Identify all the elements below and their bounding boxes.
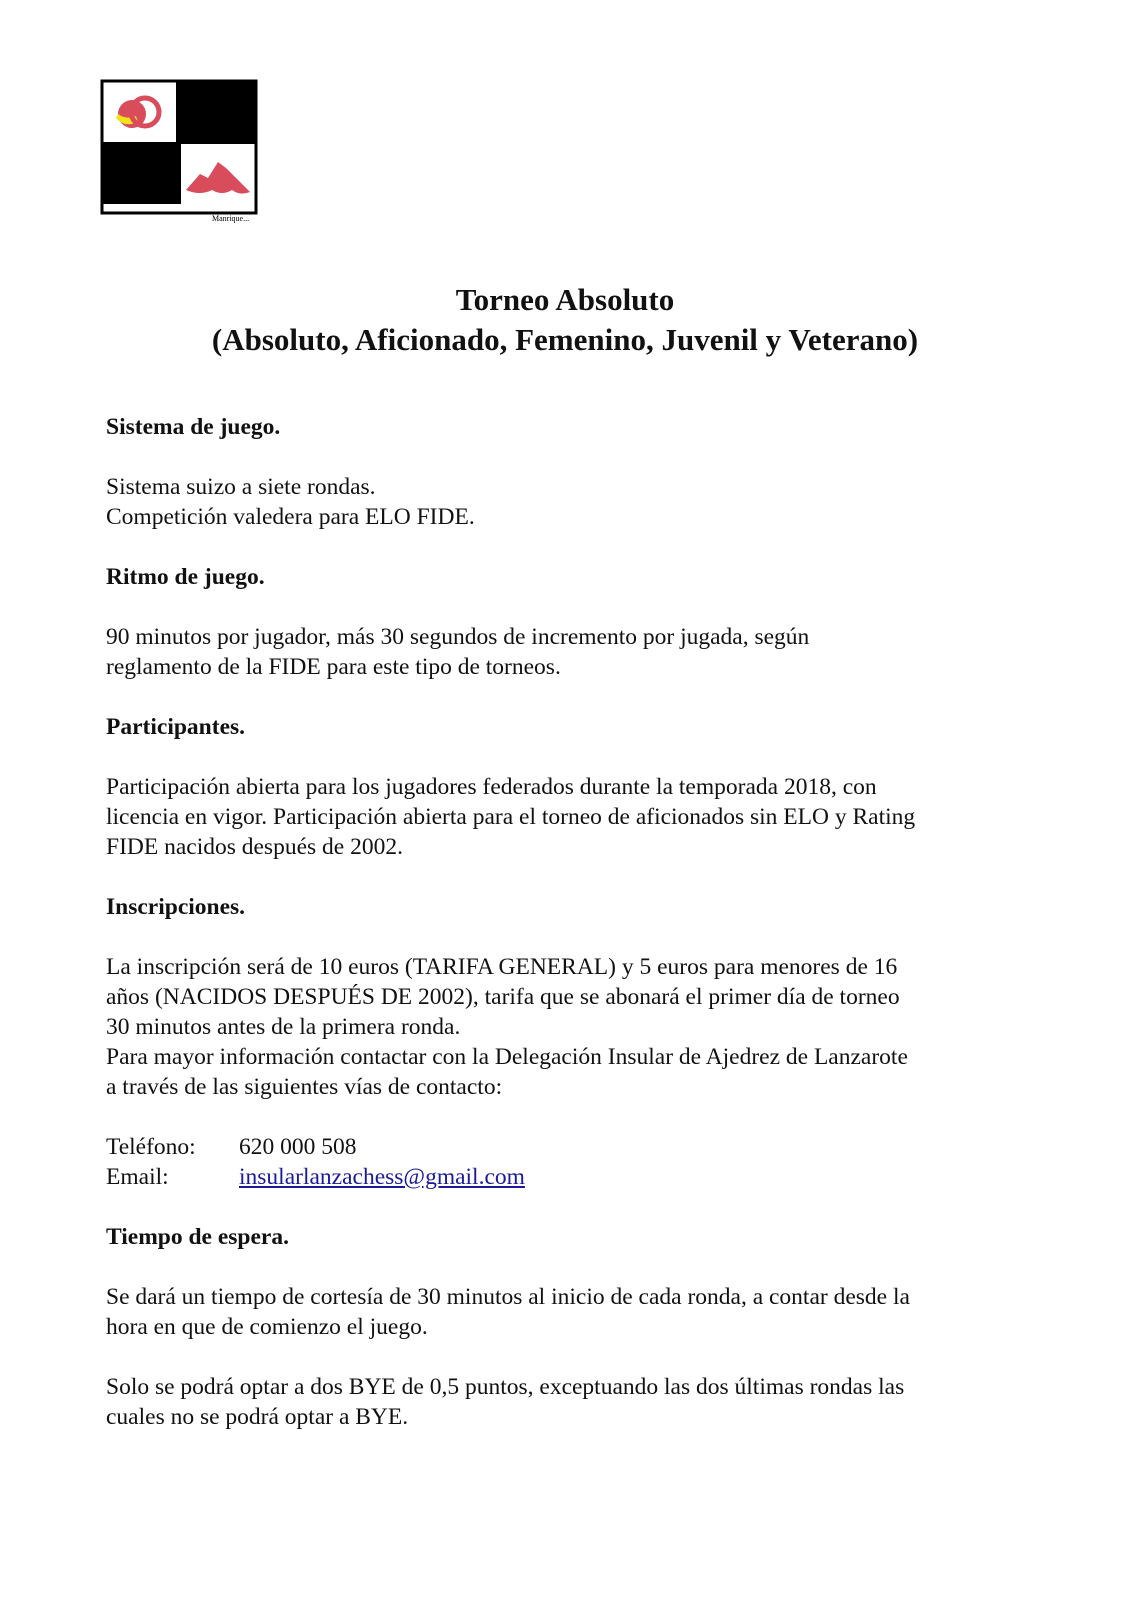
section-tiempo-espera: [106, 1222, 1026, 1432]
section-heading: Inscripciones.: [106, 894, 246, 920]
text-line: Solo se podrá optar a dos BYE de 0,5 puntos, exceptuando las dos últimas rondas las: [106, 1374, 905, 1400]
text-line: hora en que de comienzo el juego.: [106, 1314, 428, 1340]
document-body: [106, 412, 1026, 1432]
section-heading: Sistema de juego.: [106, 414, 281, 440]
section-heading: Tiempo de espera.: [106, 1224, 289, 1250]
phone-value: 620 000 508: [239, 1134, 357, 1160]
chess-club-logo: [100, 78, 260, 228]
text-line: cuales no se podrá optar a BYE.: [106, 1404, 409, 1430]
email-label: Email:: [106, 1164, 169, 1190]
email-link[interactable]: insularlanzachess@gmail.com: [239, 1164, 525, 1190]
document-title: [0, 280, 1130, 360]
phone-label: Teléfono:: [106, 1134, 196, 1160]
section-ritmo: [106, 562, 1026, 682]
logo-signature: Manrique...: [212, 214, 250, 223]
section-heading: Ritmo de juego.: [106, 564, 265, 590]
text-line: licencia en vigor. Participación abierta para el torneo de aficionados sin ELO y Rating: [106, 804, 916, 830]
text-line: reglamento de la FIDE para este tipo de torneos.: [106, 654, 561, 680]
contact-phone-row: [106, 1132, 1026, 1162]
text-line: Sistema suizo a siete rondas.: [106, 474, 376, 500]
text-line: Para mayor información contactar con la Delegación Insular de Ajedrez de Lanzarote: [106, 1044, 908, 1070]
text-line: Competición valedera para ELO FIDE.: [106, 504, 475, 530]
text-line: 30 minutos antes de la primera ronda.: [106, 1014, 461, 1040]
section-inscripciones: [106, 892, 1026, 1192]
text-line: Participación abierta para los jugadores federados durante la temporada 2018, con: [106, 774, 877, 800]
text-line: FIDE nacidos después de 2002.: [106, 834, 403, 860]
section-participantes: [106, 712, 1026, 862]
text-line: años (NACIDOS DESPUÉS DE 2002), tarifa que se abonará el primer día de torneo: [106, 984, 900, 1010]
contact-email-row: [106, 1162, 1026, 1192]
text-line: a través de las siguientes vías de contacto:: [106, 1074, 503, 1100]
logo-artwork: [100, 78, 260, 228]
text-line: La inscripción será de 10 euros (TARIFA GENERAL) y 5 euros para menores de 16: [106, 954, 898, 980]
title-line-1: Torneo Absoluto: [455, 282, 675, 317]
text-line: Se dará un tiempo de cortesía de 30 minutos al inicio de cada ronda, a contar desde la: [106, 1284, 910, 1310]
section-sistema: [106, 412, 1026, 532]
text-line: 90 minutos por jugador, más 30 segundos de incremento por jugada, según: [106, 624, 810, 650]
section-heading: Participantes.: [106, 714, 246, 740]
title-line-2: (Absoluto, Aficionado, Femenino, Juvenil y Veterano): [211, 322, 919, 357]
